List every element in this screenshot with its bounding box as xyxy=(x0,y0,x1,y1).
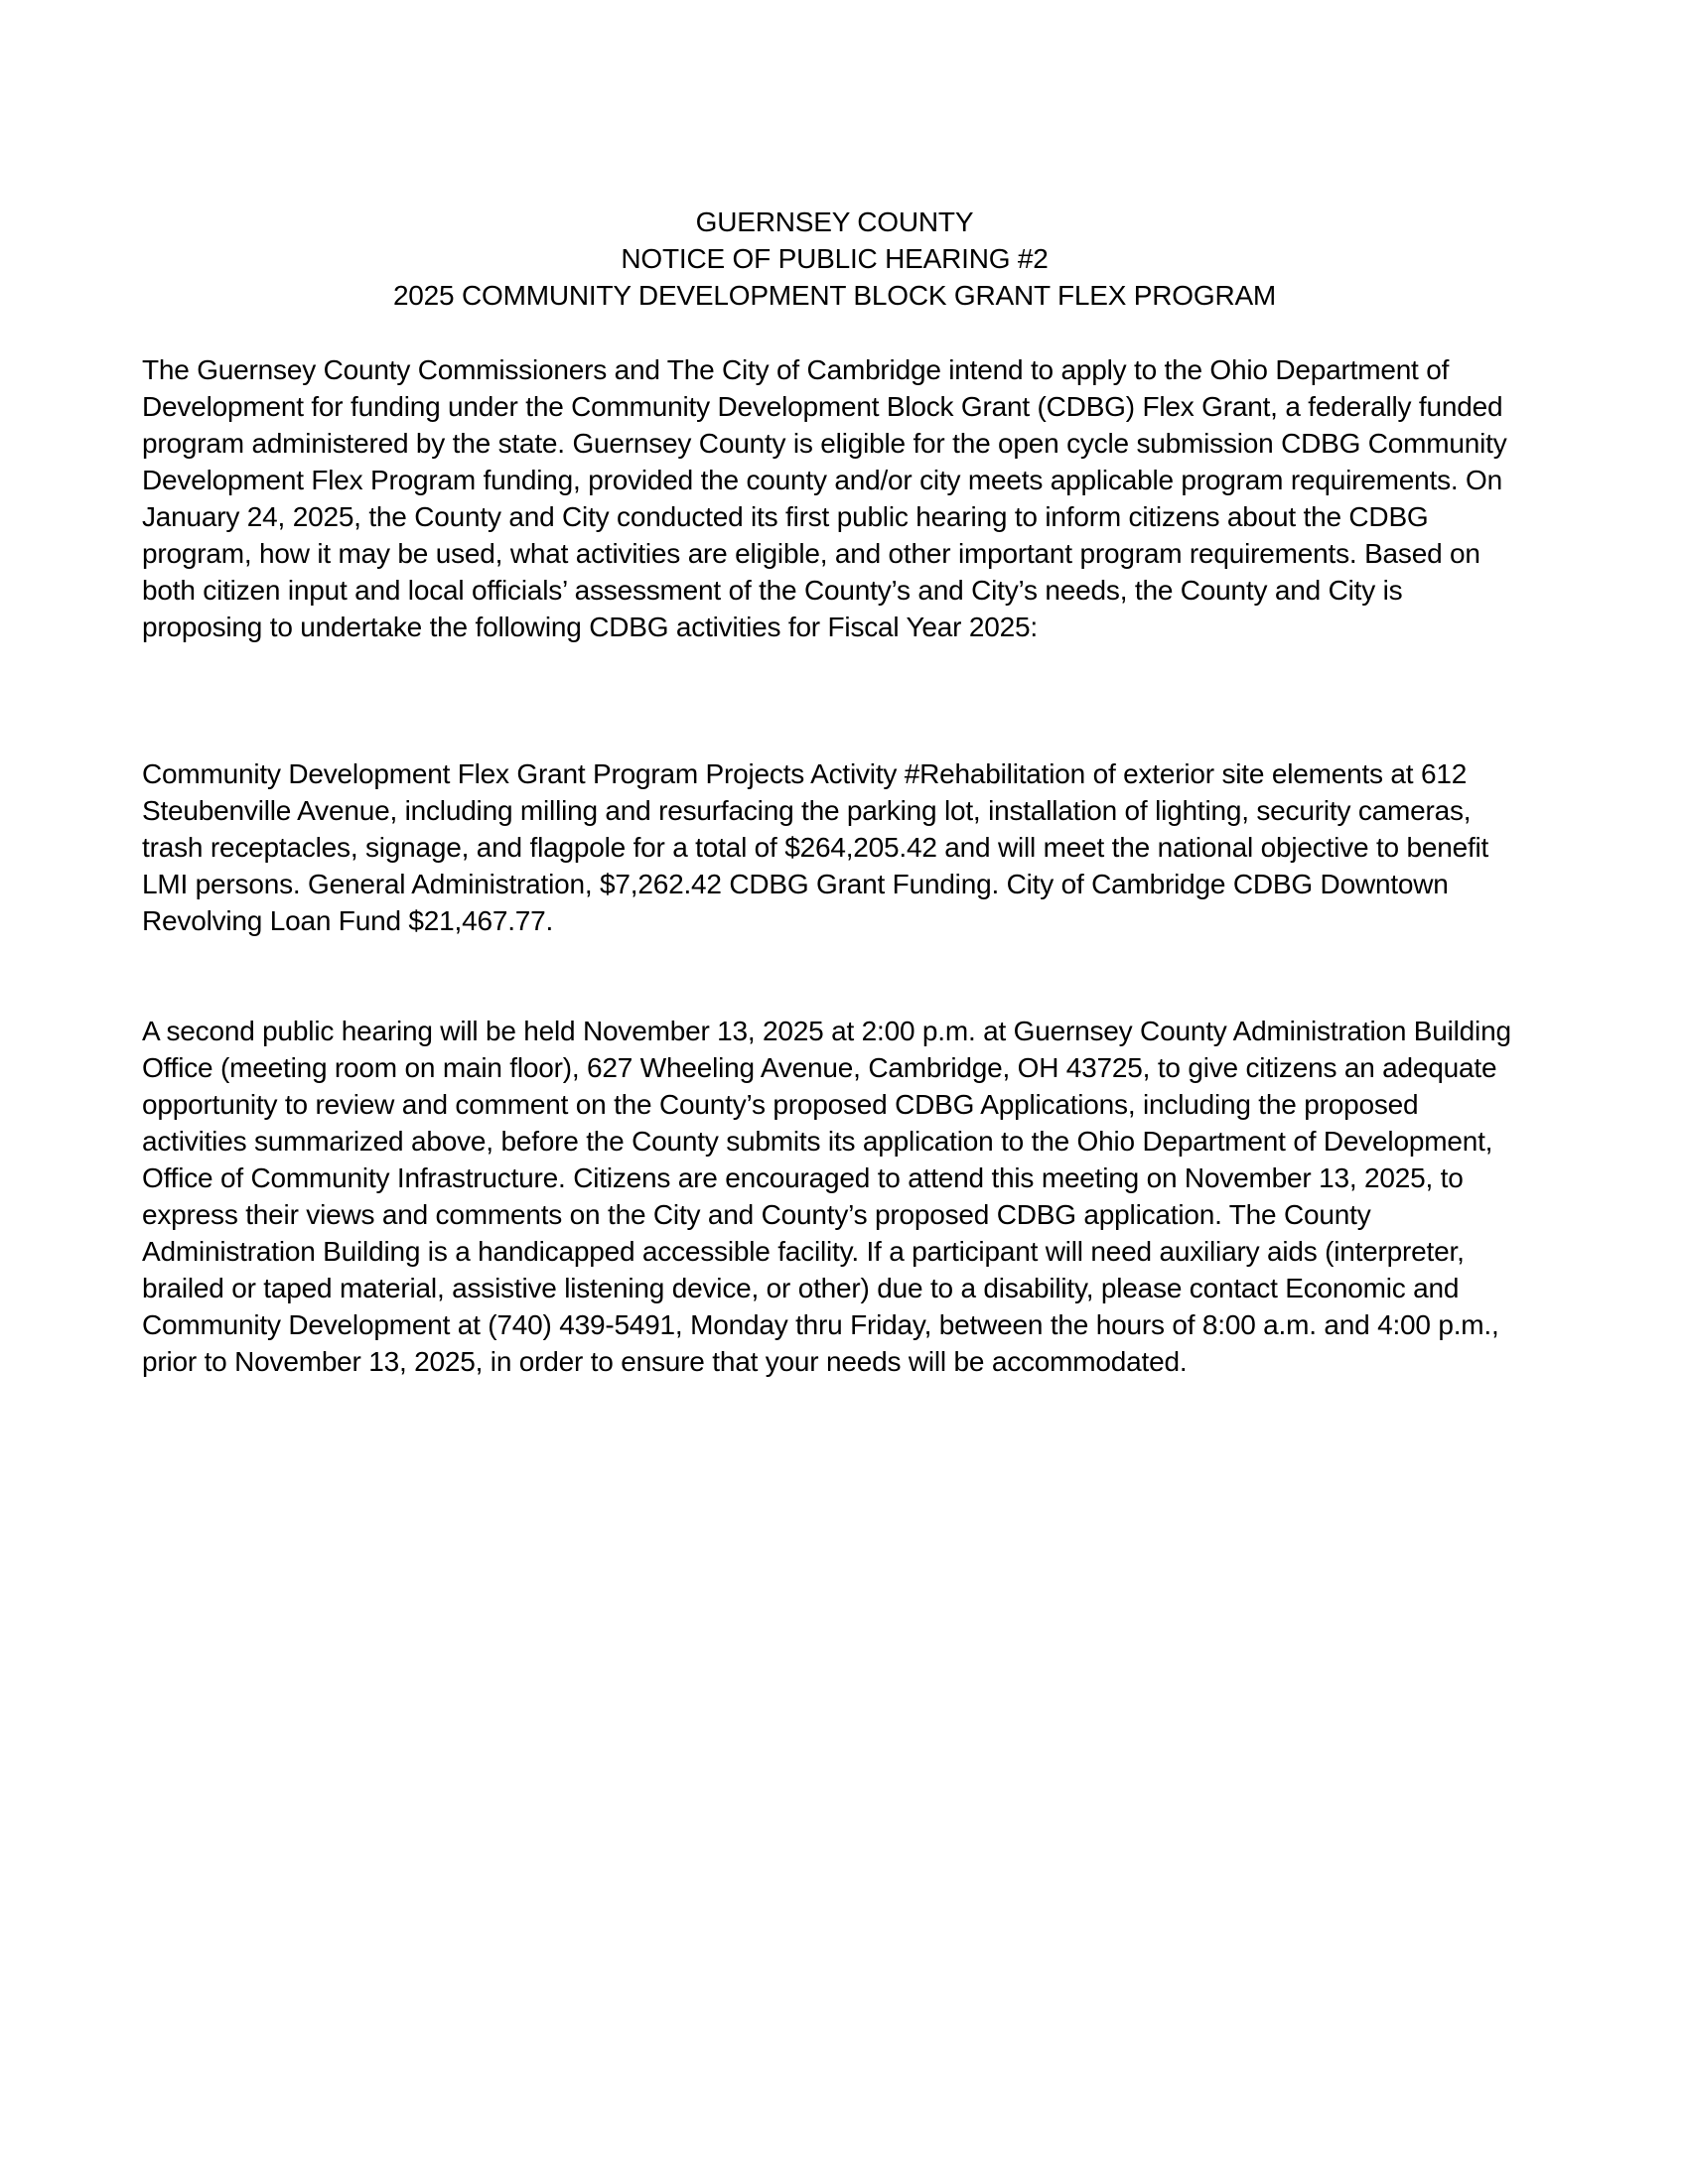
heading-county-name: GUERNSEY COUNTY xyxy=(695,206,974,237)
heading-program-title: 2025 COMMUNITY DEVELOPMENT BLOCK GRANT FLEX PROGRAM xyxy=(392,280,1277,311)
document-body xyxy=(142,351,1527,1380)
paragraph-intro-first-hearing: The Guernsey County Commissioners and The City of Cambridge intend to apply to the Ohio Department of Development for funding under the Community Development Block Grant (CDBG) Flex Grant, a federally funded program administered by the state. Guernsey County is eligible for the open cycle submission CDBG Community Development Flex Program funding, provided the county and/or city meets applicable program requirements. On January 24, 2025, the County and City conducted its first public hearing to inform citizens about the CDBG program, how it may be used, what activities are eligible, and other important program requirements. Based on both citizen input and local officials’ assessment of the County’s and City’s needs, the County and City is proposing to undertake the following CDBG activities for Fiscal Year 2025: xyxy=(142,354,1507,642)
heading-notice-title: NOTICE OF PUBLIC HEARING #2 xyxy=(621,243,1049,274)
paragraph-flex-grant-projects: Community Development Flex Grant Program Projects Activity #Rehabilitation of exterior site elements at 612 Steubenville Avenue, including milling and resurfacing the parking lot, installation of lighting, security cameras, trash receptacles, signage, and flagpole for a total of $264,205.42 and will meet the national objective to benefit LMI persons. General Administration, $7,262.42 CDBG Grant Funding. City of Cambridge CDBG Downtown Revolving Loan Fund $21,467.77. xyxy=(142,758,1489,936)
document-content xyxy=(142,204,1527,1380)
paragraph-second-hearing-details: A second public hearing will be held November 13, 2025 at 2:00 p.m. at Guernsey County Administration Building Office (meeting room on main floor), 627 Wheeling Avenue, Cambridge, OH 43725, to give citizens an adequate opportunity to review and comment on the County’s proposed CDBG Applications, including the proposed activities summarized above, before the County submits its application to the Ohio Department of Development, Office of Community Infrastructure. Citizens are encouraged to attend this meeting on November 13, 2025, to express their views and comments on the City and County’s proposed CDBG application. The County Administration Building is a handicapped accessible facility. If a participant will need auxiliary aids (interpreter, brailed or taped material, assistive listening device, or other) due to a disability, please contact Economic and Community Development at (740) 439-5491, Monday thru Friday, between the hours of 8:00 a.m. and 4:00 p.m., prior to November 13, 2025, in order to ensure that your needs will be accommodated. xyxy=(142,1016,1511,1377)
document-heading xyxy=(142,204,1527,314)
